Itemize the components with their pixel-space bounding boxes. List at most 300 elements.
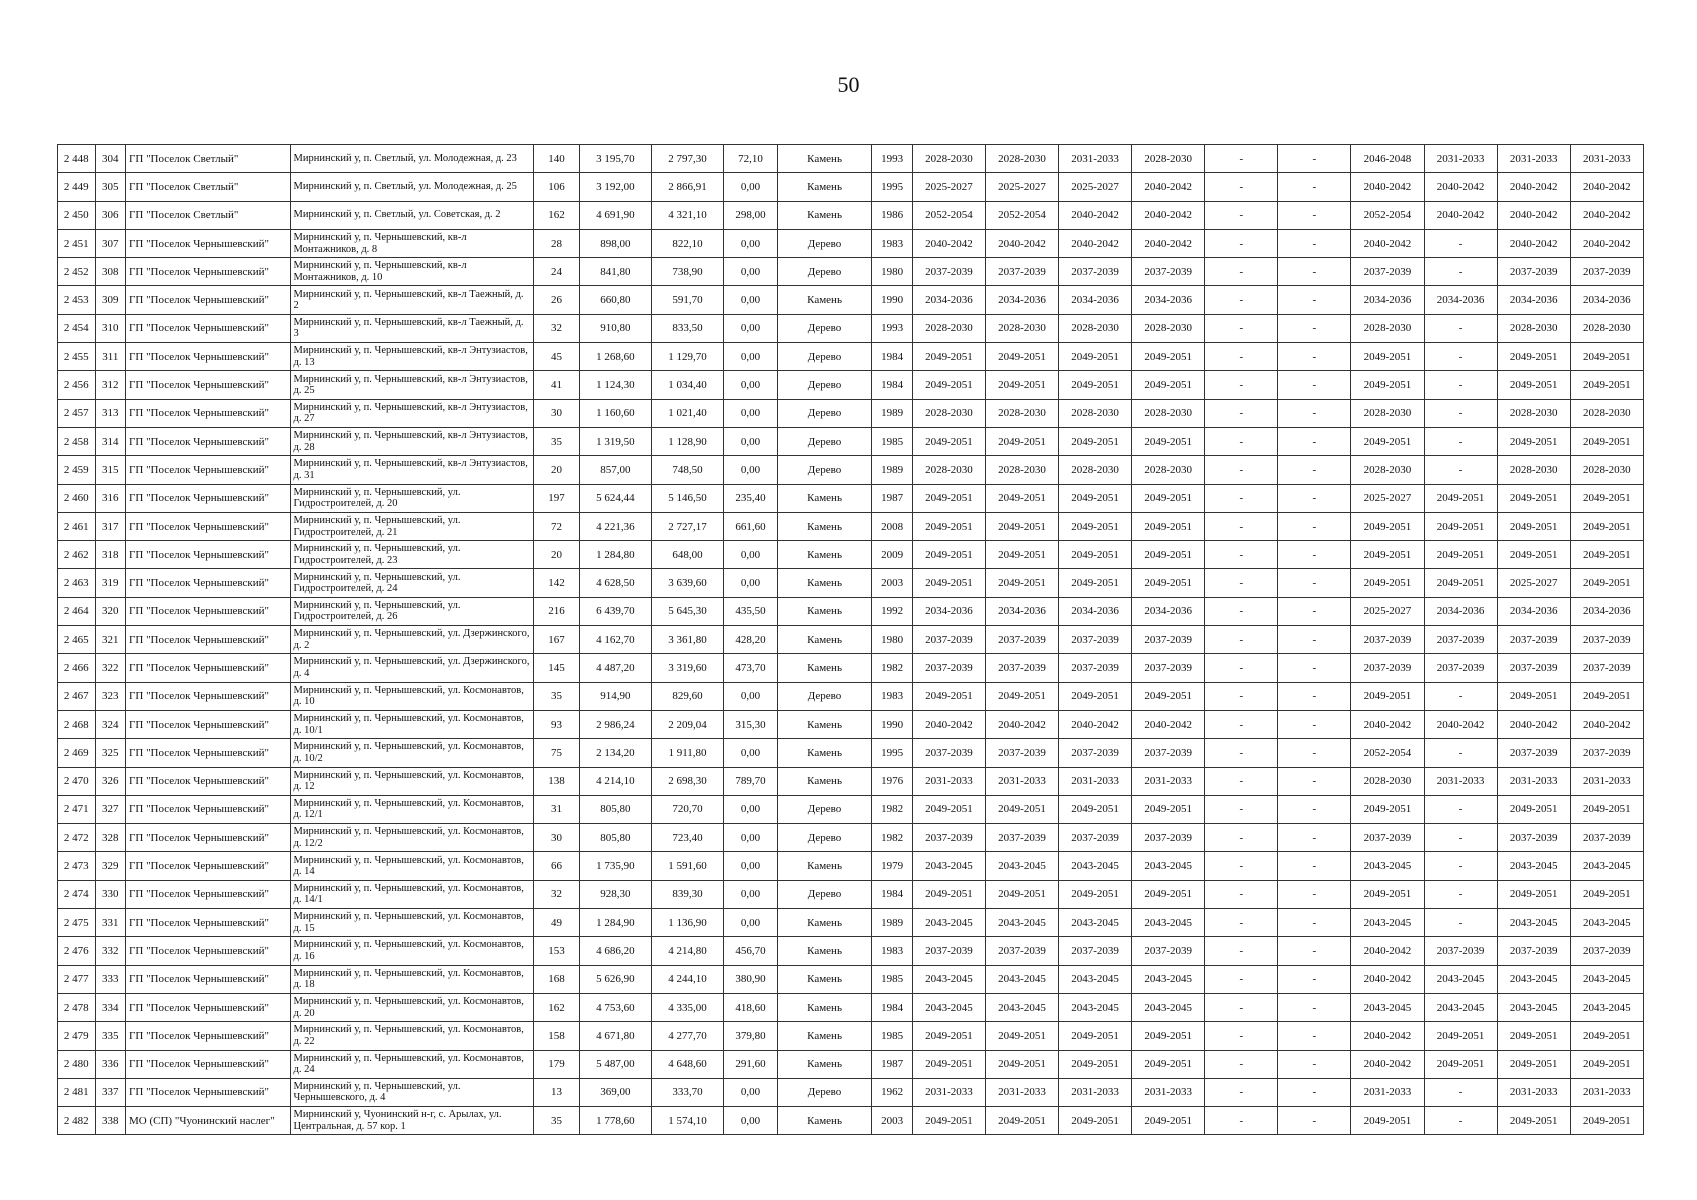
cell-wall-material: Дерево [777,229,871,257]
cell-period-8: - [1424,739,1497,767]
cell-period-7: 2049-2051 [1351,682,1424,710]
cell-living-area: 4 277,70 [651,1022,723,1050]
table-row [58,937,1644,965]
table-row [58,767,1644,795]
cell-municipality: ГП "Поселок Чернышевский" [126,682,290,710]
cell-period-4: 2049-2051 [1132,1022,1205,1050]
cell-period-3: 2028-2030 [1059,456,1132,484]
cell-row-number: 338 [95,1107,125,1135]
cell-period-7: 2028-2030 [1351,314,1424,342]
cell-period-5: - [1205,965,1278,993]
cell-period-3: 2037-2039 [1059,654,1132,682]
cell-period-4: 2034-2036 [1132,286,1205,314]
cell-period-3: 2043-2045 [1059,909,1132,937]
cell-period-2: 2025-2027 [985,173,1058,201]
cell-period-10: 2037-2039 [1570,626,1643,654]
cell-residents: 35 [534,682,580,710]
cell-municipality: ГП "Поселок Чернышевский" [126,314,290,342]
cell-address: Мирнинский у, п. Чернышевский, кв-л Энтузиастов, д. 27 [290,399,534,427]
cell-period-8: - [1424,229,1497,257]
cell-total-area: 4 686,20 [579,937,651,965]
cell-residents: 28 [534,229,580,257]
cell-residents: 167 [534,626,580,654]
cell-period-9: 2049-2051 [1497,795,1570,823]
cell-nonresidential-area: 428,20 [724,626,778,654]
cell-living-area: 2 698,30 [651,767,723,795]
cell-period-8: - [1424,795,1497,823]
cell-period-10: 2049-2051 [1570,880,1643,908]
cell-nonresidential-area: 789,70 [724,767,778,795]
cell-period-10: 2049-2051 [1570,795,1643,823]
cell-row-index: 2 474 [58,880,96,908]
cell-address: Мирнинский у, п. Чернышевский, ул. Дзержинского, д. 4 [290,654,534,682]
cell-row-number: 318 [95,541,125,569]
cell-municipality: ГП "Поселок Чернышевский" [126,1078,290,1106]
cell-period-10: 2031-2033 [1570,767,1643,795]
cell-municipality: ГП "Поселок Чернышевский" [126,456,290,484]
cell-row-number: 309 [95,286,125,314]
table-row [58,626,1644,654]
cell-period-10: 2037-2039 [1570,654,1643,682]
cell-period-3: 2040-2042 [1059,201,1132,229]
cell-row-number: 336 [95,1050,125,1078]
cell-period-5: - [1205,880,1278,908]
table-row [58,1107,1644,1135]
cell-address: Мирнинский у, п. Чернышевский, ул. Космонавтов, д. 12 [290,767,534,795]
cell-period-4: 2049-2051 [1132,1107,1205,1135]
cell-period-10: 2028-2030 [1570,456,1643,484]
cell-municipality: ГП "Поселок Чернышевский" [126,399,290,427]
cell-residents: 20 [534,541,580,569]
cell-row-number: 308 [95,258,125,286]
cell-period-4: 2040-2042 [1132,201,1205,229]
cell-period-7: 2040-2042 [1351,965,1424,993]
registry-body [58,145,1644,1135]
cell-nonresidential-area: 315,30 [724,710,778,738]
cell-residents: 138 [534,767,580,795]
cell-wall-material: Камень [777,993,871,1021]
cell-period-9: 2049-2051 [1497,484,1570,512]
cell-nonresidential-area: 72,10 [724,145,778,173]
cell-period-8: 2034-2036 [1424,286,1497,314]
cell-row-number: 305 [95,173,125,201]
cell-period-6: - [1278,484,1351,512]
cell-period-5: - [1205,201,1278,229]
cell-nonresidential-area: 661,60 [724,512,778,540]
cell-build-year: 1983 [872,682,913,710]
cell-address: Мирнинский у, п. Чернышевский, ул. Космонавтов, д. 22 [290,1022,534,1050]
cell-build-year: 1990 [872,286,913,314]
cell-period-9: 2049-2051 [1497,371,1570,399]
cell-row-index: 2 448 [58,145,96,173]
cell-period-8: 2040-2042 [1424,201,1497,229]
cell-row-number: 337 [95,1078,125,1106]
cell-period-5: - [1205,682,1278,710]
table-row [58,569,1644,597]
cell-nonresidential-area: 380,90 [724,965,778,993]
cell-period-8: - [1424,456,1497,484]
cell-period-5: - [1205,993,1278,1021]
cell-build-year: 1987 [872,484,913,512]
cell-nonresidential-area: 0,00 [724,1107,778,1135]
cell-address: Мирнинский у, п. Чернышевский, ул. Космонавтов, д. 10/2 [290,739,534,767]
cell-period-7: 2043-2045 [1351,852,1424,880]
cell-period-1: 2031-2033 [912,1078,985,1106]
cell-row-index: 2 460 [58,484,96,512]
cell-municipality: ГП "Поселок Чернышевский" [126,569,290,597]
cell-build-year: 1985 [872,1022,913,1050]
cell-period-6: - [1278,145,1351,173]
cell-row-index: 2 471 [58,795,96,823]
cell-row-number: 304 [95,145,125,173]
cell-period-6: - [1278,569,1351,597]
cell-total-area: 4 628,50 [579,569,651,597]
cell-period-9: 2049-2051 [1497,512,1570,540]
cell-municipality: ГП "Поселок Чернышевский" [126,937,290,965]
cell-living-area: 738,90 [651,258,723,286]
cell-period-10: 2040-2042 [1570,229,1643,257]
cell-period-3: 2043-2045 [1059,852,1132,880]
cell-municipality: ГП "Поселок Чернышевский" [126,484,290,512]
cell-period-5: - [1205,399,1278,427]
cell-nonresidential-area: 0,00 [724,258,778,286]
cell-period-9: 2040-2042 [1497,229,1570,257]
cell-period-7: 2046-2048 [1351,145,1424,173]
cell-period-7: 2028-2030 [1351,767,1424,795]
cell-row-number: 315 [95,456,125,484]
cell-nonresidential-area: 291,60 [724,1050,778,1078]
cell-build-year: 1983 [872,229,913,257]
cell-period-6: - [1278,880,1351,908]
cell-period-1: 2034-2036 [912,597,985,625]
cell-address: Мирнинский у, п. Чернышевский, ул. Гидростроителей, д. 21 [290,512,534,540]
cell-total-area: 910,80 [579,314,651,342]
cell-period-8: - [1424,427,1497,455]
cell-period-6: - [1278,371,1351,399]
cell-row-number: 310 [95,314,125,342]
cell-period-7: 2028-2030 [1351,456,1424,484]
cell-living-area: 4 321,10 [651,201,723,229]
cell-wall-material: Камень [777,965,871,993]
cell-period-6: - [1278,1078,1351,1106]
cell-address: Мирнинский у, п. Чернышевский, ул. Космонавтов, д. 20 [290,993,534,1021]
cell-period-4: 2043-2045 [1132,909,1205,937]
cell-living-area: 3 319,60 [651,654,723,682]
cell-address: Мирнинский у, п. Чернышевский, кв-л Таежный, д. 2 [290,286,534,314]
cell-period-9: 2043-2045 [1497,993,1570,1021]
cell-period-4: 2037-2039 [1132,824,1205,852]
cell-address: Мирнинский у, п. Чернышевский, ул. Чернышевского, д. 4 [290,1078,534,1106]
cell-period-1: 2043-2045 [912,909,985,937]
cell-total-area: 369,00 [579,1078,651,1106]
cell-wall-material: Камень [777,1107,871,1135]
cell-period-5: - [1205,1107,1278,1135]
cell-period-7: 2025-2027 [1351,484,1424,512]
cell-period-5: - [1205,371,1278,399]
cell-period-6: - [1278,993,1351,1021]
cell-nonresidential-area: 0,00 [724,343,778,371]
cell-residents: 162 [534,201,580,229]
cell-period-9: 2037-2039 [1497,626,1570,654]
cell-period-2: 2040-2042 [985,710,1058,738]
cell-period-4: 2031-2033 [1132,1078,1205,1106]
cell-period-7: 2037-2039 [1351,824,1424,852]
cell-wall-material: Дерево [777,399,871,427]
cell-municipality: ГП "Поселок Чернышевский" [126,654,290,682]
cell-period-8: - [1424,371,1497,399]
cell-period-5: - [1205,343,1278,371]
cell-period-10: 2037-2039 [1570,824,1643,852]
cell-period-7: 2040-2042 [1351,710,1424,738]
cell-nonresidential-area: 0,00 [724,909,778,937]
cell-nonresidential-area: 0,00 [724,286,778,314]
cell-period-9: 2049-2051 [1497,541,1570,569]
cell-municipality: ГП "Поселок Чернышевский" [126,824,290,852]
cell-period-1: 2043-2045 [912,852,985,880]
cell-period-4: 2037-2039 [1132,937,1205,965]
cell-period-3: 2049-2051 [1059,880,1132,908]
cell-row-index: 2 479 [58,1022,96,1050]
cell-period-2: 2049-2051 [985,343,1058,371]
cell-period-7: 2043-2045 [1351,993,1424,1021]
cell-living-area: 1 021,40 [651,399,723,427]
cell-period-7: 2040-2042 [1351,937,1424,965]
cell-period-10: 2049-2051 [1570,484,1643,512]
cell-period-3: 2049-2051 [1059,343,1132,371]
cell-period-1: 2049-2051 [912,427,985,455]
cell-nonresidential-area: 0,00 [724,824,778,852]
cell-period-2: 2049-2051 [985,512,1058,540]
cell-row-index: 2 466 [58,654,96,682]
cell-nonresidential-area: 0,00 [724,371,778,399]
cell-period-5: - [1205,541,1278,569]
cell-period-7: 2049-2051 [1351,795,1424,823]
cell-wall-material: Камень [777,852,871,880]
cell-period-4: 2049-2051 [1132,795,1205,823]
cell-municipality: ГП "Поселок Чернышевский" [126,909,290,937]
cell-period-10: 2040-2042 [1570,201,1643,229]
cell-period-9: 2049-2051 [1497,1022,1570,1050]
table-row [58,512,1644,540]
cell-municipality: ГП "Поселок Чернышевский" [126,880,290,908]
cell-period-8: 2049-2051 [1424,1050,1497,1078]
cell-row-number: 314 [95,427,125,455]
cell-row-number: 334 [95,993,125,1021]
cell-row-index: 2 480 [58,1050,96,1078]
cell-period-3: 2031-2033 [1059,145,1132,173]
cell-period-4: 2049-2051 [1132,484,1205,512]
cell-period-1: 2049-2051 [912,682,985,710]
cell-period-2: 2037-2039 [985,824,1058,852]
cell-municipality: ГП "Поселок Чернышевский" [126,286,290,314]
cell-wall-material: Камень [777,909,871,937]
cell-total-area: 4 214,10 [579,767,651,795]
cell-period-2: 2034-2036 [985,597,1058,625]
cell-period-9: 2043-2045 [1497,965,1570,993]
cell-wall-material: Камень [777,512,871,540]
cell-address: Мирнинский у, п. Чернышевский, ул. Космонавтов, д. 14/1 [290,880,534,908]
cell-period-10: 2037-2039 [1570,258,1643,286]
cell-row-number: 327 [95,795,125,823]
cell-address: Мирнинский у, п. Чернышевский, ул. Космонавтов, д. 24 [290,1050,534,1078]
cell-period-6: - [1278,626,1351,654]
cell-period-9: 2049-2051 [1497,427,1570,455]
cell-period-2: 2043-2045 [985,965,1058,993]
cell-nonresidential-area: 0,00 [724,314,778,342]
cell-period-4: 2043-2045 [1132,993,1205,1021]
table-row [58,456,1644,484]
cell-period-3: 2049-2051 [1059,1022,1132,1050]
cell-residents: 106 [534,173,580,201]
cell-total-area: 4 691,90 [579,201,651,229]
table-row [58,1022,1644,1050]
table-row [58,824,1644,852]
cell-period-10: 2028-2030 [1570,314,1643,342]
cell-period-3: 2049-2051 [1059,569,1132,597]
cell-period-9: 2028-2030 [1497,456,1570,484]
cell-period-3: 2037-2039 [1059,937,1132,965]
cell-living-area: 3 639,60 [651,569,723,597]
cell-build-year: 2003 [872,569,913,597]
cell-period-9: 2028-2030 [1497,399,1570,427]
cell-wall-material: Камень [777,597,871,625]
table-row [58,710,1644,738]
cell-municipality: ГП "Поселок Чернышевский" [126,767,290,795]
cell-period-5: - [1205,456,1278,484]
cell-period-9: 2049-2051 [1497,1107,1570,1135]
cell-row-index: 2 456 [58,371,96,399]
cell-residents: 30 [534,399,580,427]
cell-period-9: 2037-2039 [1497,824,1570,852]
table-row [58,314,1644,342]
cell-total-area: 898,00 [579,229,651,257]
cell-period-10: 2034-2036 [1570,286,1643,314]
cell-build-year: 1984 [872,343,913,371]
cell-living-area: 1 136,90 [651,909,723,937]
cell-living-area: 839,30 [651,880,723,908]
cell-period-6: - [1278,1022,1351,1050]
cell-residents: 13 [534,1078,580,1106]
cell-period-1: 2034-2036 [912,286,985,314]
cell-living-area: 4 335,00 [651,993,723,1021]
cell-period-2: 2049-2051 [985,427,1058,455]
cell-period-3: 2040-2042 [1059,710,1132,738]
cell-address: Мирнинский у, п. Чернышевский, ул. Дзержинского, д. 2 [290,626,534,654]
cell-municipality: ГП "Поселок Светлый" [126,145,290,173]
cell-period-6: - [1278,229,1351,257]
cell-address: Мирнинский у, п. Чернышевский, кв-л Энтузиастов, д. 28 [290,427,534,455]
cell-total-area: 5 487,00 [579,1050,651,1078]
cell-period-2: 2037-2039 [985,739,1058,767]
cell-period-3: 2043-2045 [1059,965,1132,993]
cell-row-index: 2 450 [58,201,96,229]
cell-address: Мирнинский у, п. Чернышевский, ул. Космонавтов, д. 12/2 [290,824,534,852]
cell-municipality: ГП "Поселок Чернышевский" [126,1022,290,1050]
cell-period-6: - [1278,965,1351,993]
cell-period-6: - [1278,824,1351,852]
cell-row-number: 319 [95,569,125,597]
cell-address: Мирнинский у, п. Чернышевский, ул. Космонавтов, д. 18 [290,965,534,993]
cell-wall-material: Камень [777,201,871,229]
cell-nonresidential-area: 0,00 [724,1078,778,1106]
cell-living-area: 1 129,70 [651,343,723,371]
cell-period-1: 2052-2054 [912,201,985,229]
cell-total-area: 5 624,44 [579,484,651,512]
cell-municipality: ГП "Поселок Чернышевский" [126,710,290,738]
cell-residents: 31 [534,795,580,823]
cell-wall-material: Камень [777,710,871,738]
cell-living-area: 5 645,30 [651,597,723,625]
table-row [58,145,1644,173]
cell-period-5: - [1205,569,1278,597]
cell-build-year: 1995 [872,173,913,201]
cell-period-1: 2037-2039 [912,258,985,286]
cell-period-5: - [1205,484,1278,512]
cell-row-number: 322 [95,654,125,682]
cell-residents: 41 [534,371,580,399]
cell-period-1: 2037-2039 [912,654,985,682]
cell-period-4: 2049-2051 [1132,371,1205,399]
cell-period-5: - [1205,937,1278,965]
table-row [58,427,1644,455]
cell-period-10: 2049-2051 [1570,512,1643,540]
cell-wall-material: Дерево [777,880,871,908]
cell-row-number: 329 [95,852,125,880]
cell-period-5: - [1205,710,1278,738]
cell-period-8: 2040-2042 [1424,710,1497,738]
cell-period-7: 2025-2027 [1351,597,1424,625]
cell-residents: 32 [534,314,580,342]
cell-wall-material: Камень [777,654,871,682]
cell-row-number: 311 [95,343,125,371]
cell-period-10: 2028-2030 [1570,399,1643,427]
cell-period-6: - [1278,427,1351,455]
cell-wall-material: Дерево [777,1078,871,1106]
cell-period-6: - [1278,1107,1351,1135]
cell-period-2: 2049-2051 [985,569,1058,597]
cell-period-2: 2037-2039 [985,937,1058,965]
table-row [58,965,1644,993]
cell-municipality: ГП "Поселок Светлый" [126,201,290,229]
cell-living-area: 1 911,80 [651,739,723,767]
cell-nonresidential-area: 0,00 [724,456,778,484]
cell-nonresidential-area: 0,00 [724,173,778,201]
cell-municipality: ГП "Поселок Чернышевский" [126,795,290,823]
cell-period-3: 2049-2051 [1059,541,1132,569]
cell-wall-material: Дерево [777,824,871,852]
cell-build-year: 1962 [872,1078,913,1106]
cell-wall-material: Дерево [777,795,871,823]
cell-row-index: 2 482 [58,1107,96,1135]
cell-period-7: 2049-2051 [1351,371,1424,399]
cell-period-4: 2037-2039 [1132,626,1205,654]
cell-residents: 75 [534,739,580,767]
cell-period-8: - [1424,824,1497,852]
cell-living-area: 1 591,60 [651,852,723,880]
cell-address: Мирнинский у, п. Чернышевский, ул. Гидростроителей, д. 24 [290,569,534,597]
cell-period-5: - [1205,286,1278,314]
cell-nonresidential-area: 456,70 [724,937,778,965]
cell-address: Мирнинский у, п. Светлый, ул. Советская, д. 2 [290,201,534,229]
cell-residents: 35 [534,1107,580,1135]
cell-row-number: 326 [95,767,125,795]
cell-total-area: 1 735,90 [579,852,651,880]
cell-row-index: 2 473 [58,852,96,880]
cell-total-area: 1 268,60 [579,343,651,371]
cell-wall-material: Дерево [777,456,871,484]
cell-period-3: 2037-2039 [1059,739,1132,767]
cell-period-8: 2040-2042 [1424,173,1497,201]
